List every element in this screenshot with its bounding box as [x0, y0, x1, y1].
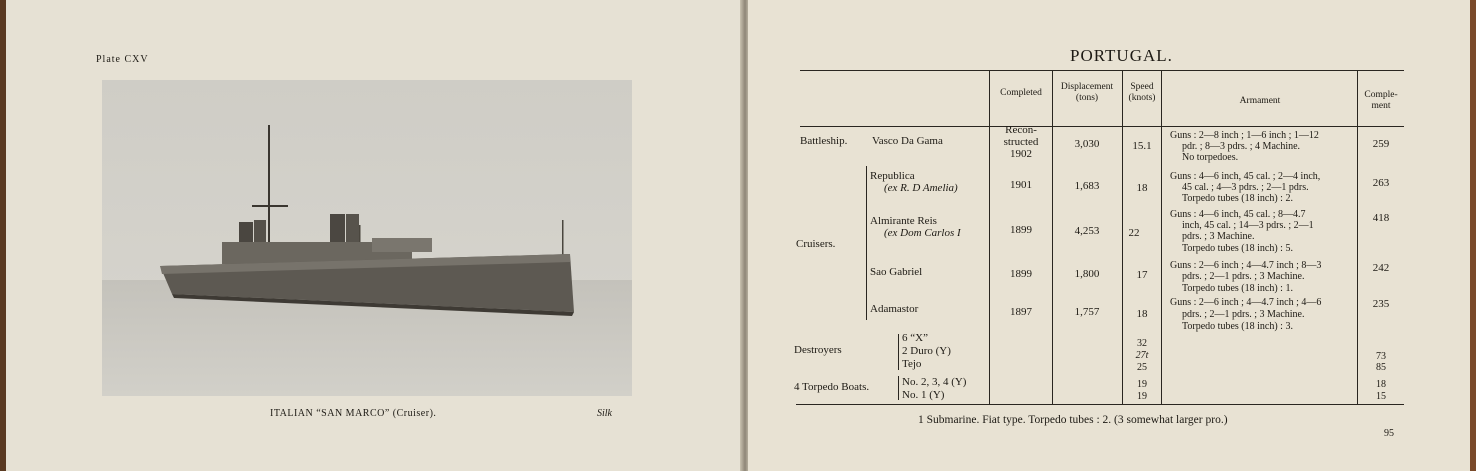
- armament-line: pdrs. ; 3 Machine.: [1182, 231, 1255, 242]
- photo-credit: Silk: [597, 408, 612, 419]
- armament-line: Guns : 2—6 inch ; 4—4.7 inch ; 8—3: [1170, 260, 1322, 271]
- ship-former-name: (ex R. D Amelia): [884, 182, 958, 194]
- speed-value: 19: [1137, 391, 1147, 402]
- displacement-value: 1,757: [1074, 306, 1100, 318]
- plate-label: Plate CXV: [96, 54, 149, 65]
- displacement-value: 4,253: [1074, 225, 1100, 237]
- ship-name: Vasco Da Gama: [872, 135, 943, 147]
- destroyers-brace: [898, 334, 899, 370]
- row-type-cruisers: Cruisers.: [796, 238, 836, 250]
- speed-value: 32: [1137, 338, 1147, 349]
- armament-line: 45 cal. ; 4—3 pdrs. ; 2—1 pdrs.: [1182, 182, 1309, 193]
- table-header-rule: [800, 126, 1404, 127]
- armament-line: Guns : 4—6 inch, 45 cal. ; 8—4.7: [1170, 209, 1306, 220]
- footnote: 1 Submarine. Fiat type. Torpedo tubes : 2. (3 somewhat larger pro.): [918, 414, 1228, 426]
- ship-name: Republica: [870, 170, 915, 182]
- ship-name: Sao Gabriel: [870, 266, 923, 278]
- armament-line: No torpedoes.: [1182, 152, 1239, 163]
- complement-value: 73: [1376, 351, 1386, 362]
- speed-value: 19: [1137, 379, 1147, 390]
- armament-line: Torpedo tubes (18 inch) : 5.: [1182, 243, 1293, 254]
- speed-value: 22: [1128, 227, 1140, 239]
- column-rule: [989, 70, 990, 404]
- row-type-battleship: Battleship.: [800, 135, 848, 147]
- table-top-rule: [800, 70, 1404, 71]
- header-complement: Comple- ment: [1364, 90, 1398, 111]
- torpedo-boat-class: No. 1 (Y): [902, 389, 945, 401]
- ship-former-name: (ex Dom Carlos I: [884, 227, 961, 239]
- destroyer-class: Tejo: [902, 358, 922, 370]
- armament-line: Guns : 4—6 inch, 45 cal. ; 2—4 inch,: [1170, 171, 1321, 182]
- complement-value: 85: [1376, 362, 1386, 373]
- header-completed: Completed: [1000, 88, 1042, 98]
- page-title: PORTUGAL.: [1070, 46, 1173, 65]
- completed-value: Recon- structed 1902: [1003, 124, 1039, 160]
- complement-value: 263: [1372, 177, 1390, 189]
- column-rule: [1052, 70, 1053, 404]
- photo-caption: ITALIAN “SAN MARCO” (Cruiser).: [270, 408, 437, 419]
- torpedo-boat-class: No. 2, 3, 4 (Y): [902, 376, 967, 388]
- displacement-value: 1,683: [1074, 180, 1100, 192]
- speed-value: 18: [1136, 182, 1148, 194]
- ship-photograph: [102, 80, 632, 396]
- armament-line: Torpedo tubes (18 inch) : 1.: [1182, 283, 1293, 294]
- complement-value: 259: [1372, 138, 1390, 150]
- destroyer-class: 2 Duro (Y): [902, 345, 951, 357]
- complement-value: 242: [1372, 262, 1390, 274]
- armament-line: Guns : 2—6 inch ; 4—4.7 inch ; 4—6: [1170, 297, 1322, 308]
- column-rule: [1161, 70, 1162, 404]
- header-displacement: Displacement (tons): [1060, 82, 1114, 103]
- displacement-value: 3,030: [1074, 138, 1100, 150]
- table-bottom-rule: [796, 404, 1404, 405]
- ship-name: Adamastor: [870, 303, 919, 315]
- complement-value: 418: [1372, 212, 1390, 224]
- row-type-torpedo-boats: 4 Torpedo Boats.: [794, 381, 870, 393]
- speed-value: 15.1: [1132, 140, 1152, 152]
- displacement-value: 1,800: [1074, 268, 1100, 280]
- cruisers-brace: [866, 166, 867, 320]
- completed-value: 1897: [1010, 306, 1032, 318]
- armament-line: Torpedo tubes (18 inch) : 2.: [1182, 193, 1293, 204]
- speed-value: 25: [1137, 362, 1147, 373]
- torpedo-boats-brace: [898, 376, 899, 400]
- complement-value: 18: [1376, 379, 1386, 390]
- armament-line: inch, 45 cal. ; 14—3 pdrs. ; 2—1: [1182, 220, 1314, 231]
- completed-value: 1899: [1010, 268, 1032, 280]
- armament-line: pdrs. ; 2—1 pdrs. ; 3 Machine.: [1182, 309, 1305, 320]
- header-speed: Speed (knots): [1128, 82, 1156, 103]
- complement-value: 235: [1372, 298, 1390, 310]
- row-type-destroyers: Destroyers: [794, 344, 842, 356]
- ship-name: Almirante Reis: [870, 215, 937, 227]
- speed-value: 17: [1136, 269, 1148, 281]
- completed-value: 1901: [1010, 179, 1032, 191]
- speed-value: 18: [1136, 308, 1148, 320]
- page-number: 95: [1384, 428, 1394, 439]
- destroyer-class: 6 “X”: [902, 332, 928, 344]
- armament-line: pdrs. ; 2—1 pdrs. ; 3 Machine.: [1182, 271, 1305, 282]
- column-rule: [1122, 70, 1123, 404]
- column-rule: [1357, 70, 1358, 404]
- header-armament: Armament: [1239, 96, 1281, 106]
- armament-line: Guns : 2—8 inch ; 1—6 inch ; 1—12: [1170, 130, 1319, 141]
- speed-value: 27t: [1135, 350, 1149, 361]
- completed-value: 1899: [1010, 224, 1032, 236]
- book-edge: [1470, 0, 1476, 471]
- armament-line: Torpedo tubes (18 inch) : 3.: [1182, 321, 1293, 332]
- armament-line: pdr. ; 8—3 pdrs. ; 4 Machine.: [1182, 141, 1301, 152]
- complement-value: 15: [1376, 391, 1386, 402]
